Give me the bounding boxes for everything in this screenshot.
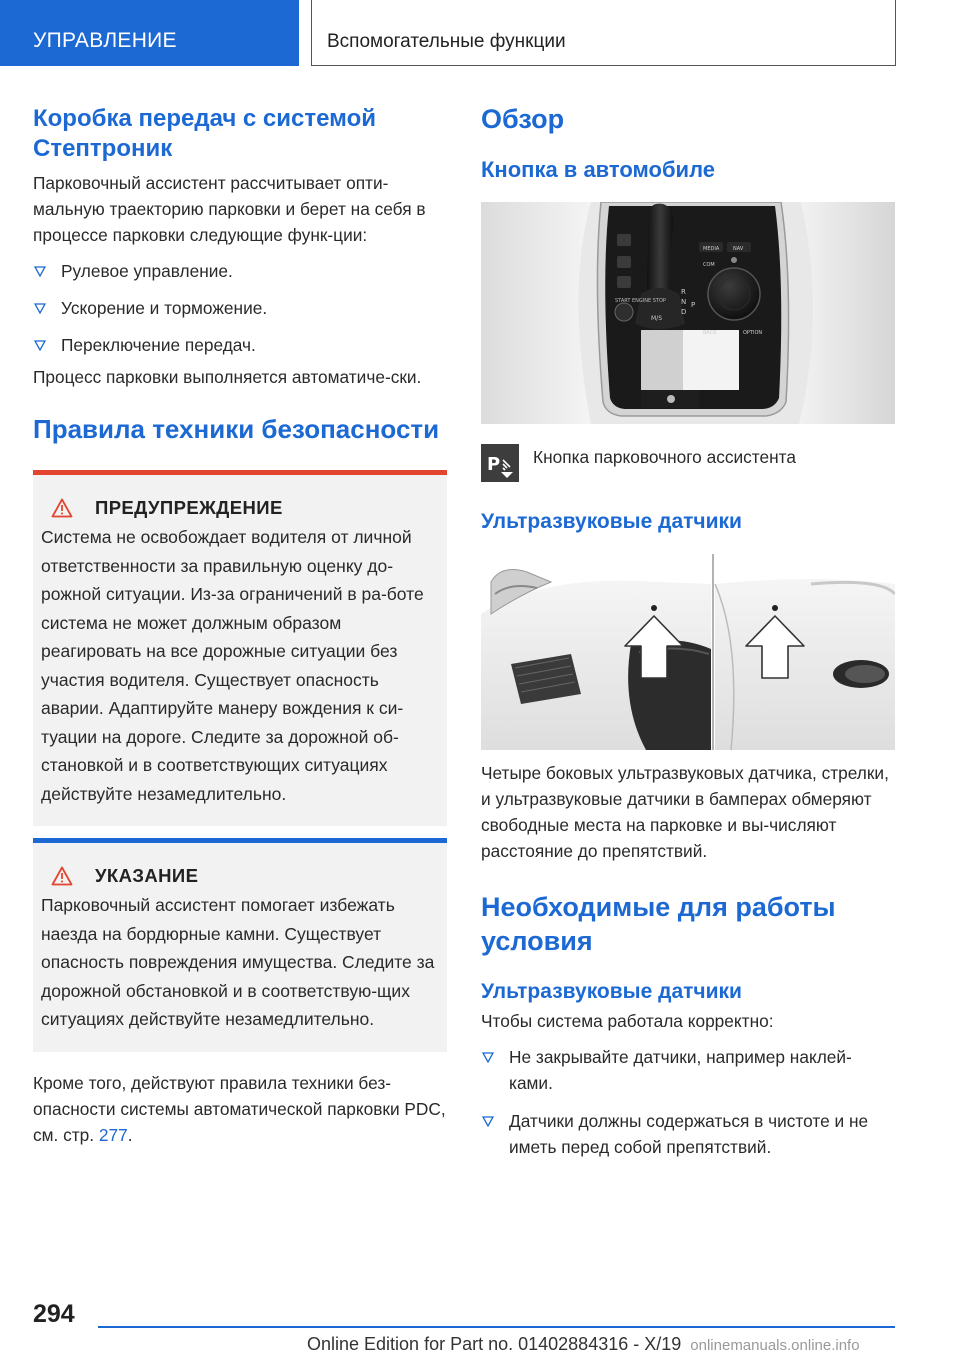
requirements-list: [481, 1044, 895, 1160]
warning-text: Система не освобождает водителя от личной ответственности за правильную оценку до-рожной ситуации. Из-за ограничений в ра-боте система не может должным образом реагировать на все дорожные ситуации без участия водителя. Существует опасность аварии. Адаптируйте манеру вождения к си-туации на дороге. Следите за дорожной об-становкой и в соответствующих ситуациях действуйте незамедлительно.: [41, 527, 424, 804]
section-title-safety: Правила техники безопасности: [33, 414, 440, 444]
center-console-illustration: [481, 202, 895, 424]
section-title-overview: Обзор: [481, 104, 565, 134]
section-title-steptronic: Коробка передач с системой Стептроник: [33, 105, 377, 162]
page-number: 294: [33, 1300, 75, 1328]
section-title-requirements: Необходимые для работы условия: [481, 892, 836, 956]
left-column: [33, 104, 447, 1148]
sensors-paragraph: Четыре боковых ультразвуковых датчика, стрелки, и ультразвуковые датчики в бамперах обмеряют свободные места на парковке и вы-числяют расстояние до препятствий.: [481, 763, 889, 861]
warning-label: ПРЕДУПРЕЖДЕНИЕ: [95, 497, 283, 518]
note-label: УКАЗАНИЕ: [95, 865, 199, 886]
parking-assistant-button-icon: [481, 444, 519, 482]
watermark-text: onlinemanuals.online.info: [690, 1337, 860, 1354]
start-stop-label: START ENGINE STOP: [615, 298, 666, 304]
bullet-triangle-icon: [34, 266, 46, 277]
section-tab[interactable]: [0, 0, 299, 66]
section-tab-label: УПРАВЛЕНИЕ: [33, 29, 177, 52]
subsection-title-sensors: Ультразвуковые датчики: [481, 510, 742, 533]
chapter-title: Вспомогательные функции: [327, 31, 566, 52]
list-item: Датчики должны содержаться в чистоте и не иметь перед собой препятствий.: [481, 1108, 895, 1160]
svg-text:D: D: [681, 308, 687, 316]
svg-text:NAV: NAV: [733, 246, 744, 252]
svg-text:OPTION: OPTION: [743, 330, 763, 336]
list-item: Не закрывайте датчики, например наклей-ками.: [481, 1044, 895, 1096]
parking-assistant-caption-row: [481, 444, 895, 482]
svg-text:M/S: M/S: [651, 315, 663, 322]
list-item: Переключение передач.: [33, 332, 447, 358]
right-column: [481, 102, 895, 1160]
svg-text:MEDIA: MEDIA: [703, 246, 720, 252]
bumper-sensors-image: [481, 554, 895, 750]
subsection-title-req-sensors: Ультразвуковые датчики: [481, 980, 742, 1003]
note-text: Парковочный ассистент помогает избежать наезда на бордюрные камни. Существует опасность повреждения имущества. Следите за дорожной обстановкой и в соответствую-щих ситуациях действуйте незамедлительно.: [41, 895, 435, 1029]
subsection-title-button: Кнопка в автомобиле: [481, 157, 715, 182]
svg-text:COM: COM: [703, 262, 715, 268]
list-item: Рулевое управление.: [33, 258, 447, 284]
svg-text:P: P: [487, 454, 501, 475]
chapter-header: [311, 0, 896, 66]
bullet-triangle-icon: [482, 1116, 494, 1127]
bullet-triangle-icon: [482, 1052, 494, 1063]
warning-box: [33, 470, 447, 826]
svg-text:BACK: BACK: [703, 330, 717, 336]
edition-text: Online Edition for Part no. 01402884316 - X/19: [307, 1334, 682, 1354]
footer-divider: [98, 1326, 895, 1328]
bullet-triangle-icon: [34, 340, 46, 351]
page-reference-link[interactable]: 277: [98, 1124, 128, 1145]
console-image: [481, 202, 895, 424]
process-paragraph: Процесс парковки выполняется автоматиче-ски.: [33, 367, 422, 387]
notice-triangle-icon: [51, 866, 73, 886]
svg-text:P: P: [691, 301, 696, 309]
warning-triangle-icon: [51, 498, 73, 518]
footer-edition: [307, 1334, 860, 1355]
bumper-illustration: [481, 554, 895, 750]
function-list: [33, 258, 447, 358]
bullet-triangle-icon: [34, 303, 46, 314]
requirements-intro: Чтобы система работала корректно:: [481, 1011, 774, 1031]
list-item: Ускорение и торможение.: [33, 295, 447, 321]
note-box: [33, 838, 447, 1052]
intro-paragraph: Парковочный ассистент рассчитывает опти-мальную траекторию парковки и берет на себя в процессе парковки следующие функ-ции:: [33, 173, 426, 245]
svg-text:N: N: [681, 298, 687, 306]
svg-text:R: R: [681, 288, 686, 296]
closing-paragraph: Кроме того, действуют правила техники без-опасности системы автоматической парковки PDC, см. стр. 277.: [33, 1072, 446, 1145]
page-header: [0, 0, 960, 66]
button-caption: Кнопка парковочного ассистента: [533, 447, 796, 467]
